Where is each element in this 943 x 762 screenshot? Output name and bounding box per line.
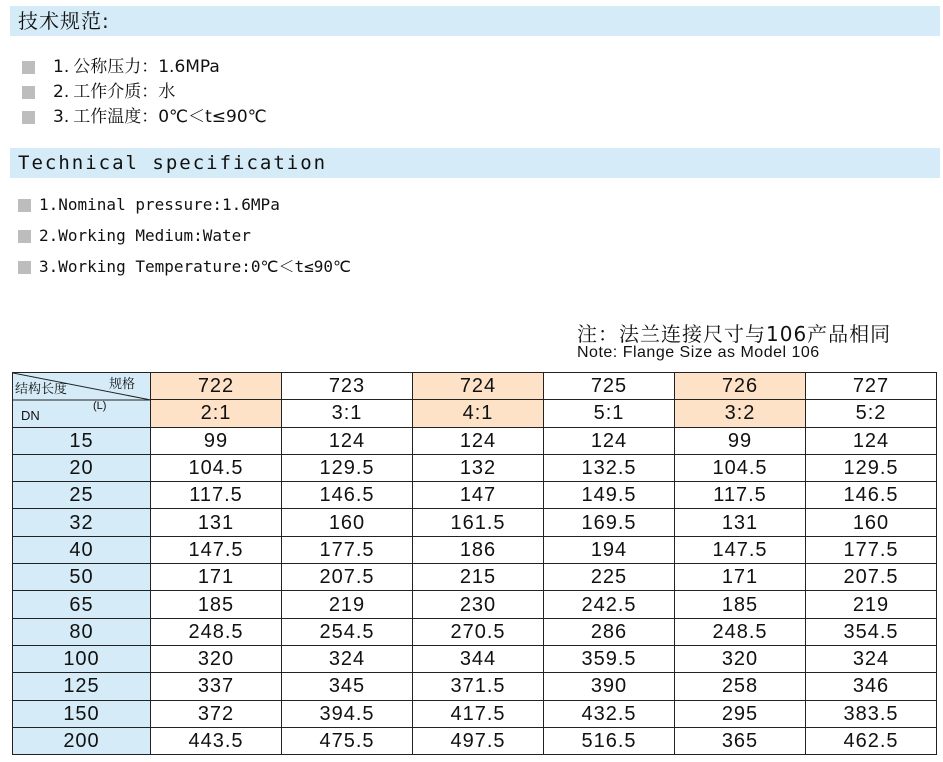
length-value-cell: 286 [544, 618, 675, 645]
length-value-cell: 359.5 [544, 645, 675, 672]
table-row [13, 536, 937, 563]
en-spec-item-text: 1.Nominal pressure:1.6MPa [39, 195, 280, 214]
ratio-header-cell: 3:2 [675, 400, 806, 427]
length-value-cell: 215 [413, 564, 544, 591]
corner-length-label: 结构长度 [15, 381, 68, 396]
model-header-cell: 725 [544, 373, 675, 400]
length-value-cell: 365 [675, 727, 806, 754]
en-spec-item [18, 224, 251, 248]
length-value-cell: 171 [675, 564, 806, 591]
dn-cell: 150 [13, 700, 151, 727]
length-value-cell: 354.5 [806, 618, 937, 645]
length-value-cell: 124 [544, 427, 675, 454]
length-value-cell: 242.5 [544, 591, 675, 618]
length-value-cell: 129.5 [282, 454, 413, 481]
length-value-cell: 270.5 [413, 618, 544, 645]
table-header-row-ratios [13, 400, 937, 427]
dn-cell: 80 [13, 618, 151, 645]
length-value-cell: 344 [413, 645, 544, 672]
length-value-cell: 320 [151, 645, 282, 672]
dn-cell: 20 [13, 454, 151, 481]
table-row [13, 454, 937, 481]
length-value-cell: 194 [544, 536, 675, 563]
length-value-cell: 132.5 [544, 454, 675, 481]
square-bullet-icon [18, 230, 31, 243]
dimension-table [12, 372, 937, 755]
length-value-cell: 99 [675, 427, 806, 454]
en-spec-item [18, 193, 280, 217]
length-value-cell: 207.5 [282, 564, 413, 591]
length-value-cell: 99 [151, 427, 282, 454]
en-section-title: Technical specification [10, 148, 940, 178]
cn-spec-item-number: 3. [53, 107, 70, 127]
length-value-cell: 207.5 [806, 564, 937, 591]
length-value-cell: 160 [282, 509, 413, 536]
dn-cell: 65 [13, 591, 151, 618]
table-corner-cell [13, 373, 151, 428]
table-header-row-models [13, 373, 937, 400]
table-row [13, 482, 937, 509]
length-value-cell: 225 [544, 564, 675, 591]
length-value-cell: 124 [413, 427, 544, 454]
length-value-cell: 248.5 [675, 618, 806, 645]
dn-cell: 100 [13, 645, 151, 672]
dn-cell: 125 [13, 673, 151, 700]
length-value-cell: 248.5 [151, 618, 282, 645]
length-value-cell: 383.5 [806, 700, 937, 727]
model-header-cell: 722 [151, 373, 282, 400]
length-value-cell: 443.5 [151, 727, 282, 754]
length-value-cell: 146.5 [806, 482, 937, 509]
length-value-cell: 104.5 [675, 454, 806, 481]
ratio-header-cell: 2:1 [151, 400, 282, 427]
en-spec-item [18, 255, 351, 279]
corner-dn-label: DN [21, 408, 40, 423]
length-value-cell: 131 [151, 509, 282, 536]
length-value-cell: 462.5 [806, 727, 937, 754]
length-value-cell: 475.5 [282, 727, 413, 754]
length-value-cell: 324 [282, 645, 413, 672]
cn-spec-item-number: 1. [53, 57, 70, 77]
length-value-cell: 516.5 [544, 727, 675, 754]
length-value-cell: 295 [675, 700, 806, 727]
ratio-header-cell: 5:2 [806, 400, 937, 427]
length-value-cell: 186 [413, 536, 544, 563]
square-bullet-icon [22, 86, 35, 99]
length-value-cell: 147.5 [675, 536, 806, 563]
length-value-cell: 117.5 [151, 482, 282, 509]
square-bullet-icon [22, 61, 35, 74]
table-row [13, 564, 937, 591]
length-value-cell: 258 [675, 673, 806, 700]
table-row [13, 673, 937, 700]
square-bullet-icon [22, 111, 35, 124]
dn-cell: 25 [13, 482, 151, 509]
length-value-cell: 372 [151, 700, 282, 727]
length-value-cell: 169.5 [544, 509, 675, 536]
ratio-header-cell: 5:1 [544, 400, 675, 427]
length-value-cell: 124 [282, 427, 413, 454]
table-row [13, 618, 937, 645]
length-value-cell: 161.5 [413, 509, 544, 536]
cn-spec-item [22, 80, 175, 104]
dn-cell: 200 [13, 727, 151, 754]
length-value-cell: 147.5 [151, 536, 282, 563]
length-value-cell: 104.5 [151, 454, 282, 481]
dn-cell: 50 [13, 564, 151, 591]
length-value-cell: 117.5 [675, 482, 806, 509]
table-row [13, 727, 937, 754]
length-value-cell: 149.5 [544, 482, 675, 509]
model-header-cell: 727 [806, 373, 937, 400]
cn-spec-item [22, 55, 220, 79]
corner-l-label: (L) [93, 400, 107, 412]
en-spec-item-text: 3.Working Temperature:0℃＜t≤90℃ [39, 257, 352, 276]
length-value-cell: 132 [413, 454, 544, 481]
length-value-cell: 497.5 [413, 727, 544, 754]
corner-spec-label: 规格 [109, 376, 136, 391]
length-value-cell: 177.5 [282, 536, 413, 563]
ratio-header-cell: 3:1 [282, 400, 413, 427]
cn-spec-item-text: 工作温度：0℃＜t≤90℃ [73, 107, 267, 127]
length-value-cell: 146.5 [282, 482, 413, 509]
table-row [13, 645, 937, 672]
model-header-cell: 724 [413, 373, 544, 400]
length-value-cell: 324 [806, 645, 937, 672]
square-bullet-icon [18, 199, 31, 212]
table-row [13, 427, 937, 454]
table-row [13, 509, 937, 536]
note-chinese: 注：法兰连接尺寸与106产品相同 [577, 322, 892, 346]
length-value-cell: 254.5 [282, 618, 413, 645]
dn-cell: 15 [13, 427, 151, 454]
model-header-cell: 726 [675, 373, 806, 400]
length-value-cell: 390 [544, 673, 675, 700]
square-bullet-icon [18, 261, 31, 274]
length-value-cell: 219 [282, 591, 413, 618]
cn-spec-item [22, 105, 267, 129]
cn-spec-item-number: 2. [53, 82, 70, 102]
length-value-cell: 160 [806, 509, 937, 536]
cn-section-title: 技术规范: [10, 6, 940, 36]
length-value-cell: 230 [413, 591, 544, 618]
model-header-cell: 723 [282, 373, 413, 400]
note-english: Note: Flange Size as Model 106 [577, 344, 820, 361]
length-value-cell: 129.5 [806, 454, 937, 481]
length-value-cell: 346 [806, 673, 937, 700]
length-value-cell: 185 [151, 591, 282, 618]
length-value-cell: 320 [675, 645, 806, 672]
length-value-cell: 394.5 [282, 700, 413, 727]
dn-cell: 40 [13, 536, 151, 563]
cn-spec-item-text: 工作介质：水 [73, 82, 176, 102]
length-value-cell: 345 [282, 673, 413, 700]
table-row [13, 700, 937, 727]
length-value-cell: 371.5 [413, 673, 544, 700]
length-value-cell: 124 [806, 427, 937, 454]
table-row [13, 591, 937, 618]
length-value-cell: 219 [806, 591, 937, 618]
length-value-cell: 337 [151, 673, 282, 700]
length-value-cell: 432.5 [544, 700, 675, 727]
length-value-cell: 171 [151, 564, 282, 591]
en-spec-item-text: 2.Working Medium:Water [39, 226, 251, 245]
length-value-cell: 417.5 [413, 700, 544, 727]
dn-cell: 32 [13, 509, 151, 536]
length-value-cell: 185 [675, 591, 806, 618]
length-value-cell: 147 [413, 482, 544, 509]
length-value-cell: 131 [675, 509, 806, 536]
ratio-header-cell: 4:1 [413, 400, 544, 427]
cn-spec-item-text: 公称压力：1.6MPa [73, 57, 220, 77]
length-value-cell: 177.5 [806, 536, 937, 563]
